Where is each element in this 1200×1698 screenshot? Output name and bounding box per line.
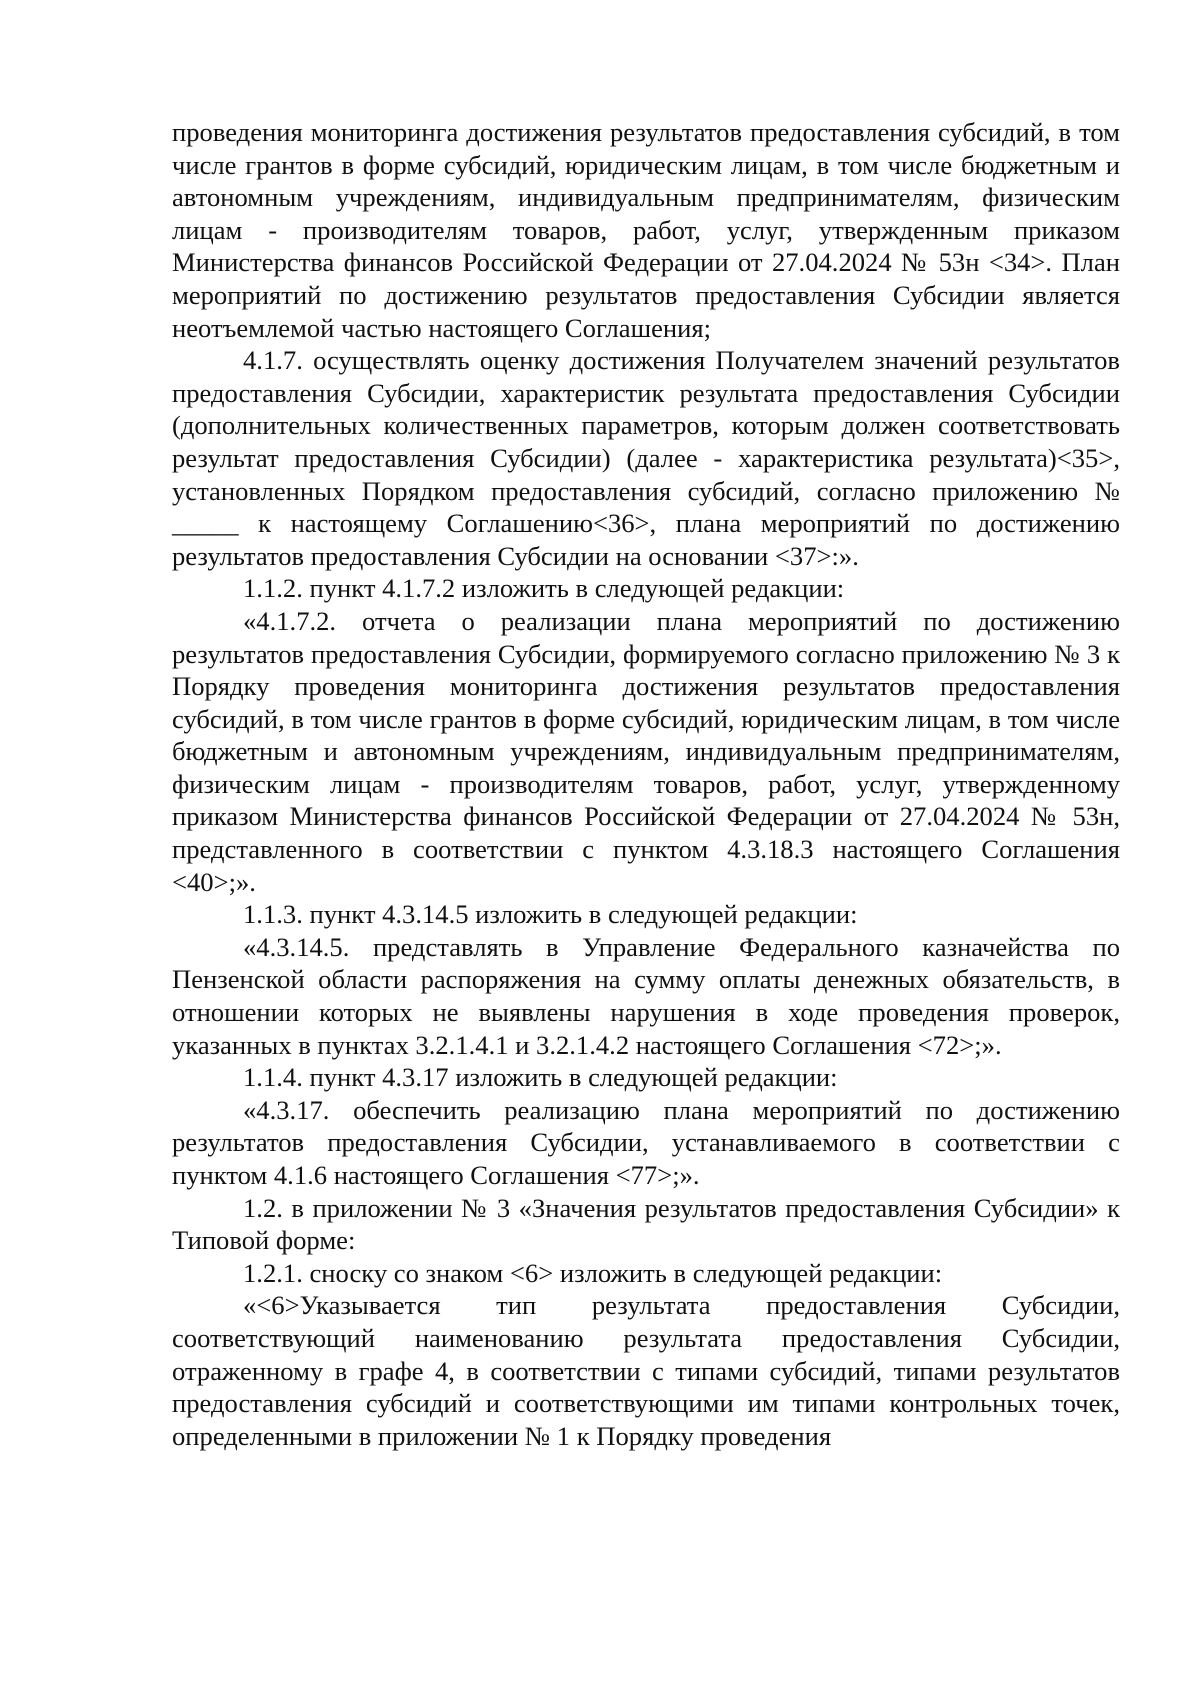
paragraph-item-1-2-1: 1.2.1. сноску со знаком <6> изложить в следующей редакции: (243, 1257, 943, 1288)
paragraph-item-4-1-7-2: «4.1.7.2. отчета о реализации плана мероприятий по достижению результатов предоставления Субсидии, формируемого согласно приложению № 3 к Порядку проведения мониторинга достижения результатов предоставления субсидий, в том числе грантов в форме субсидий, юридическим лицам, в том числе бюджетным и автономным учреждениям, индивидуальным предпринимателям, физическим лицам - производителям товаров, работ, услуг, утвержденному приказом Министерства финансов Российской Федерации от 27.04.2024 № 53н, представленного в соответствии с пунктом 4.3.18.3 настоящего Соглашения <40>;». (172, 605, 1120, 897)
paragraph-footnote-6: «<6>Указывается тип результата предоставления Субсидии, соответствующий наименованию результата предоставления Субсидии, отраженному в графе 4, в соответствии с типами субсидий, типами результатов предоставления субсидий и соответствующими им типами контрольных точек, определенными в приложении № 1 к Порядку проведения (172, 1290, 1120, 1451)
paragraph-item-1-1-3: 1.1.3. пункт 4.3.14.5 изложить в следующей редакции: (243, 899, 858, 930)
paragraph-item-4-1-7: 4.1.7. осуществлять оценку достижения Получателем значений результатов предоставления Субсидии, характеристик результата предоставления Субсидии (дополнительных количественных параметров, которым должен соответствовать результат предоставления Субсидии) (далее - характеристика результата)<35>, установленных Порядком предоставления субсидий, согласно приложению № _____ к настоящему Соглашению<36>, плана мероприятий по достижению результатов предоставления Субсидии на основании <37>:». (172, 345, 1120, 571)
paragraph-item-1-1-2: 1.1.2. пункт 4.1.7.2 изложить в следующей редакции: (243, 573, 845, 604)
paragraph-item-4-3-17: «4.3.17. обеспечить реализацию плана мероприятий по достижению результатов предоставления Субсидии, устанавливаемого в соответствии с пунктом 4.1.6 настоящего Соглашения <77>;». (172, 1094, 1120, 1190)
paragraph-item-1-2: 1.2. в приложении № 3 «Значения результатов предоставления Субсидии» к Типовой форме: (172, 1192, 1120, 1256)
paragraph-continuation: проведения мониторинга достижения результатов предоставления субсидий, в том числе грантов в форме субсидий, юридическим лицам, в том числе бюджетным и автономным учреждениям, индивидуальным предпринимателям, физическим лицам - производителям товаров, работ, услуг, утвержденным приказом Министерства финансов Российской Федерации от 27.04.2024 № 53н <34>. План мероприятий по достижению результатов предоставления Субсидии является неотъемлемой частью настоящего Соглашения; (172, 117, 1120, 343)
paragraph-item-1-1-4: 1.1.4. пункт 4.3.17 изложить в следующей редакции: (243, 1062, 838, 1093)
paragraph-item-4-3-14-5: «4.3.14.5. представлять в Управление Федерального казначейства по Пензенской области распоряжения на сумму оплаты денежных обязательств, в отношении которых не выявлены нарушения в ходе проведения проверок, указанных в пунктах 3.2.1.4.1 и 3.2.1.4.2 настоящего Соглашения <72>;». (172, 931, 1120, 1060)
document-body (172, 116, 1120, 1452)
